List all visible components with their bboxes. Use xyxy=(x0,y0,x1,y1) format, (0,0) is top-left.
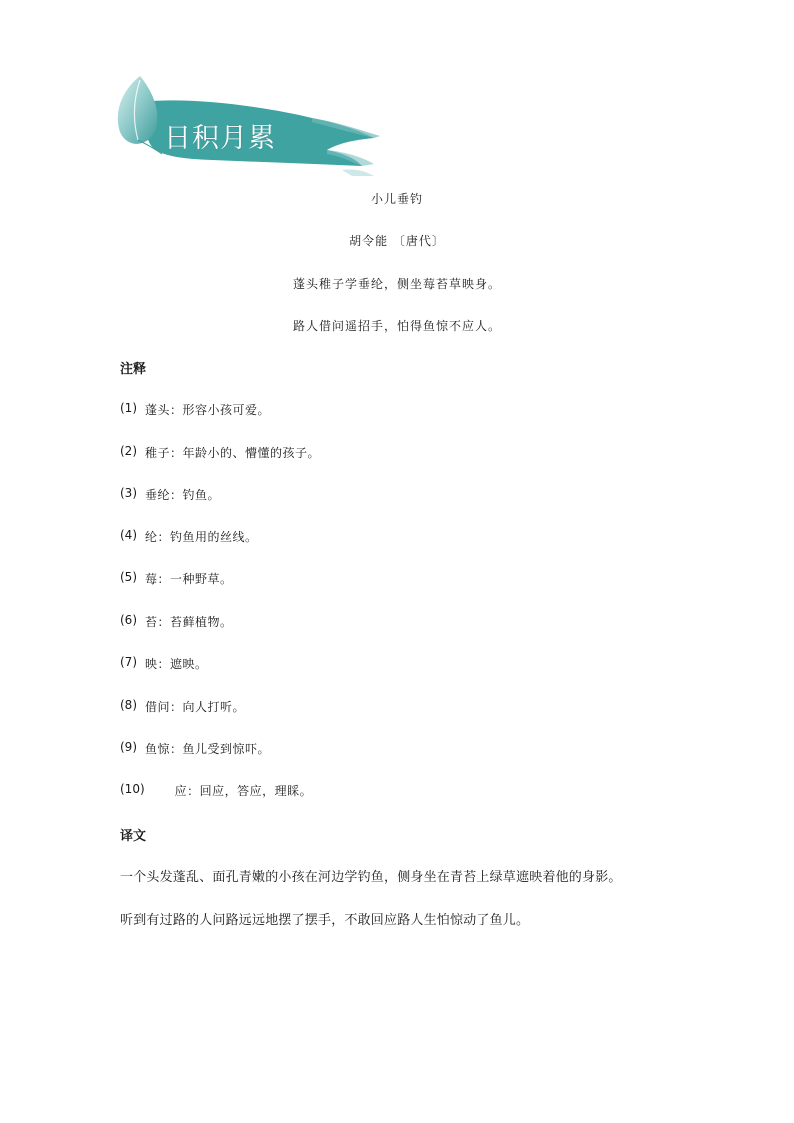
note-text: 垂纶：钓鱼。 xyxy=(145,488,221,502)
note-text: 纶：钓鱼用的丝线。 xyxy=(145,530,258,544)
note-number: (3) xyxy=(120,486,137,500)
notes-heading: 注释 xyxy=(120,362,147,377)
translation-heading: 译文 xyxy=(120,829,147,844)
note-item xyxy=(120,486,220,503)
note-item xyxy=(120,401,270,418)
note-number: (10) xyxy=(120,782,145,796)
note-item xyxy=(120,655,208,672)
note-number: (6) xyxy=(120,613,137,627)
note-text: 应：回应，答应，理睬。 xyxy=(174,784,313,798)
note-number: (4) xyxy=(120,528,137,542)
note-text: 映：遮映。 xyxy=(145,657,208,671)
note-item xyxy=(120,528,258,545)
note-number: (2) xyxy=(120,444,137,458)
note-text: 稚子：年龄小的、懵懂的孩子。 xyxy=(145,446,321,460)
note-number: (7) xyxy=(120,655,137,669)
note-item xyxy=(120,782,312,799)
poem-author: 胡令能 〔唐代〕 xyxy=(349,234,445,248)
note-item xyxy=(120,698,245,715)
translation-paragraph: 一个头发蓬乱、面孔青嫩的小孩在河边学钓鱼，侧身坐在青苔上绿草遮映着他的身影。 xyxy=(120,870,622,885)
note-number: (1) xyxy=(120,401,137,415)
note-item xyxy=(120,740,270,757)
poem-line: 蓬头稚子学垂纶，侧坐莓苔草映身。 xyxy=(292,277,501,291)
poem-line: 路人借问遥招手，怕得鱼惊不应人。 xyxy=(292,319,501,333)
note-item xyxy=(120,613,233,630)
note-text: 蓬头：形容小孩可爱。 xyxy=(145,403,271,417)
poem-title: 小儿垂钓 xyxy=(370,192,423,206)
note-text: 鱼惊：鱼儿受到惊吓。 xyxy=(145,742,271,756)
note-text: 苔：苔藓植物。 xyxy=(145,615,233,629)
note-number: (8) xyxy=(120,698,137,712)
note-text: 借问：向人打听。 xyxy=(145,700,246,714)
note-text: 莓：一种野草。 xyxy=(145,572,233,586)
banner-title: 日积月累 xyxy=(164,123,276,154)
translation-paragraph: 听到有过路的人问路远远地摆了摆手，不敢回应路人生怕惊动了鱼儿。 xyxy=(120,913,530,928)
note-item xyxy=(120,570,233,587)
note-item xyxy=(120,444,320,461)
note-number: (5) xyxy=(120,570,137,584)
section-banner xyxy=(112,74,382,184)
note-number: (9) xyxy=(120,740,137,754)
